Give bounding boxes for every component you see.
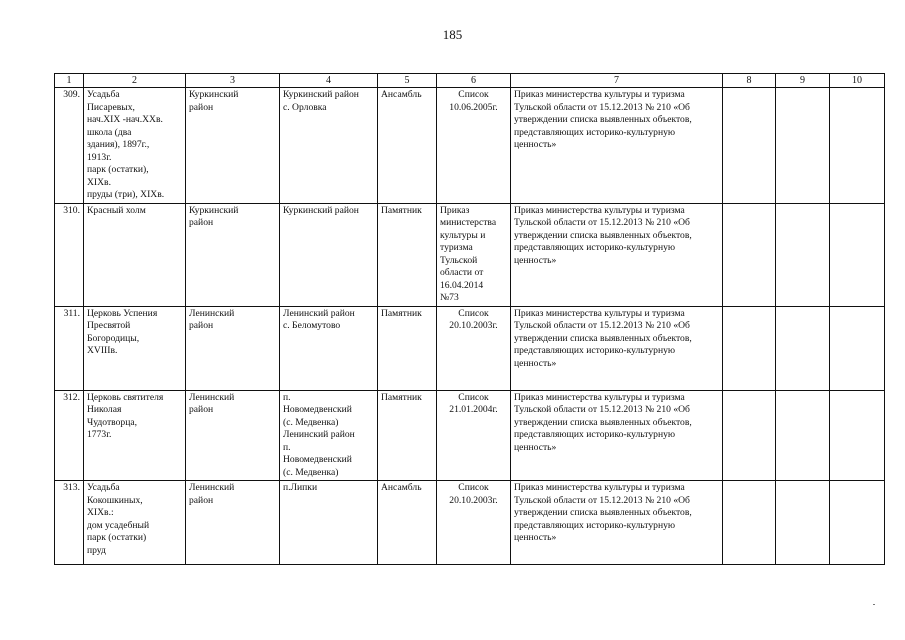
object-name: Церковь святителя Николая Чудотворца, 1773г. <box>84 390 186 481</box>
cell-col-9 <box>776 306 830 390</box>
registration-document: Список 10.06.2005г. <box>437 88 511 204</box>
row-number: 312. <box>55 390 84 481</box>
row-number: 310. <box>55 203 84 306</box>
cell-col-8 <box>723 306 776 390</box>
location: Куркинский район <box>280 203 378 306</box>
row-number: 311. <box>55 306 84 390</box>
scan-speck <box>873 604 875 605</box>
object-name: Церковь Успения Пресвятой Богородицы, XVIIIв. <box>84 306 186 390</box>
header-row <box>55 74 885 88</box>
row-number: 313. <box>55 481 84 565</box>
cell-col-10 <box>830 481 885 565</box>
cell-col-8 <box>723 390 776 481</box>
col-header-9: 9 <box>776 74 830 88</box>
cell-col-10 <box>830 88 885 204</box>
decree-reference: Приказ министерства культуры и туризма Тульской области от 15.12.2013 № 210 «Об утверждении списка выявленных объектов, представляющих историко-культурную ценность» <box>511 88 723 204</box>
row-number: 309. <box>55 88 84 204</box>
location: п. Новомедвенский (с. Медвенка) Ленинский район п. Новомедвенский (с. Медвенка) <box>280 390 378 481</box>
cell-col-9 <box>776 390 830 481</box>
heritage-objects-table <box>54 73 885 565</box>
table-row <box>55 390 885 481</box>
object-name: Красный холм <box>84 203 186 306</box>
table-row <box>55 203 885 306</box>
cell-col-10 <box>830 390 885 481</box>
registration-document: Список 20.10.2003г. <box>437 306 511 390</box>
col-header-1: 1 <box>55 74 84 88</box>
district: Ленинский район <box>186 306 280 390</box>
col-header-7: 7 <box>511 74 723 88</box>
location: Куркинский район с. Орловка <box>280 88 378 204</box>
cell-col-8 <box>723 481 776 565</box>
object-name: Усадьба Кокошкиных, XIXв.: дом усадебный парк (остатки) пруд <box>84 481 186 565</box>
col-header-6: 6 <box>437 74 511 88</box>
cell-col-10 <box>830 203 885 306</box>
decree-reference: Приказ министерства культуры и туризма Тульской области от 15.12.2013 № 210 «Об утверждении списка выявленных объектов, представляющих историко-культурную ценность» <box>511 306 723 390</box>
object-name: Усадьба Писаревых, нач.XIX -нач.XXв. школа (два здания), 1897г., 1913г. парк (остатки), XIXв. пруды (три), XIXв. <box>84 88 186 204</box>
registration-document: Список 20.10.2003г. <box>437 481 511 565</box>
decree-reference: Приказ министерства культуры и туризма Тульской области от 15.12.2013 № 210 «Об утверждении списка выявленных объектов, представляющих историко-культурную ценность» <box>511 390 723 481</box>
object-type: Памятник <box>378 203 437 306</box>
cell-col-9 <box>776 88 830 204</box>
page-number: 185 <box>442 27 463 42</box>
cell-col-10 <box>830 306 885 390</box>
registration-document: Список 21.01.2004г. <box>437 390 511 481</box>
decree-reference: Приказ министерства культуры и туризма Тульской области от 15.12.2013 № 210 «Об утверждении списка выявленных объектов, представляющих историко-культурную ценность» <box>511 481 723 565</box>
object-type: Памятник <box>378 390 437 481</box>
col-header-4: 4 <box>280 74 378 88</box>
cell-col-8 <box>723 88 776 204</box>
col-header-2: 2 <box>84 74 186 88</box>
registration-document: Приказ министерства культуры и туризма Тульской области от 16.04.2014 №73 <box>437 203 511 306</box>
col-header-10: 10 <box>830 74 885 88</box>
cell-col-9 <box>776 481 830 565</box>
cell-col-9 <box>776 203 830 306</box>
location: Ленинский район с. Беломутово <box>280 306 378 390</box>
object-type: Памятник <box>378 306 437 390</box>
district: Куркинский район <box>186 88 280 204</box>
location: п.Липки <box>280 481 378 565</box>
decree-reference: Приказ министерства культуры и туризма Тульской области от 15.12.2013 № 210 «Об утверждении списка выявленных объектов, представляющих историко-культурную ценность» <box>511 203 723 306</box>
col-header-5: 5 <box>378 74 437 88</box>
district: Ленинский район <box>186 390 280 481</box>
cell-col-8 <box>723 203 776 306</box>
district: Куркинский район <box>186 203 280 306</box>
table-row <box>55 481 885 565</box>
table-row <box>55 88 885 204</box>
object-type: Ансамбль <box>378 481 437 565</box>
col-header-3: 3 <box>186 74 280 88</box>
object-type: Ансамбль <box>378 88 437 204</box>
table-row <box>55 306 885 390</box>
district: Ленинский район <box>186 481 280 565</box>
col-header-8: 8 <box>723 74 776 88</box>
